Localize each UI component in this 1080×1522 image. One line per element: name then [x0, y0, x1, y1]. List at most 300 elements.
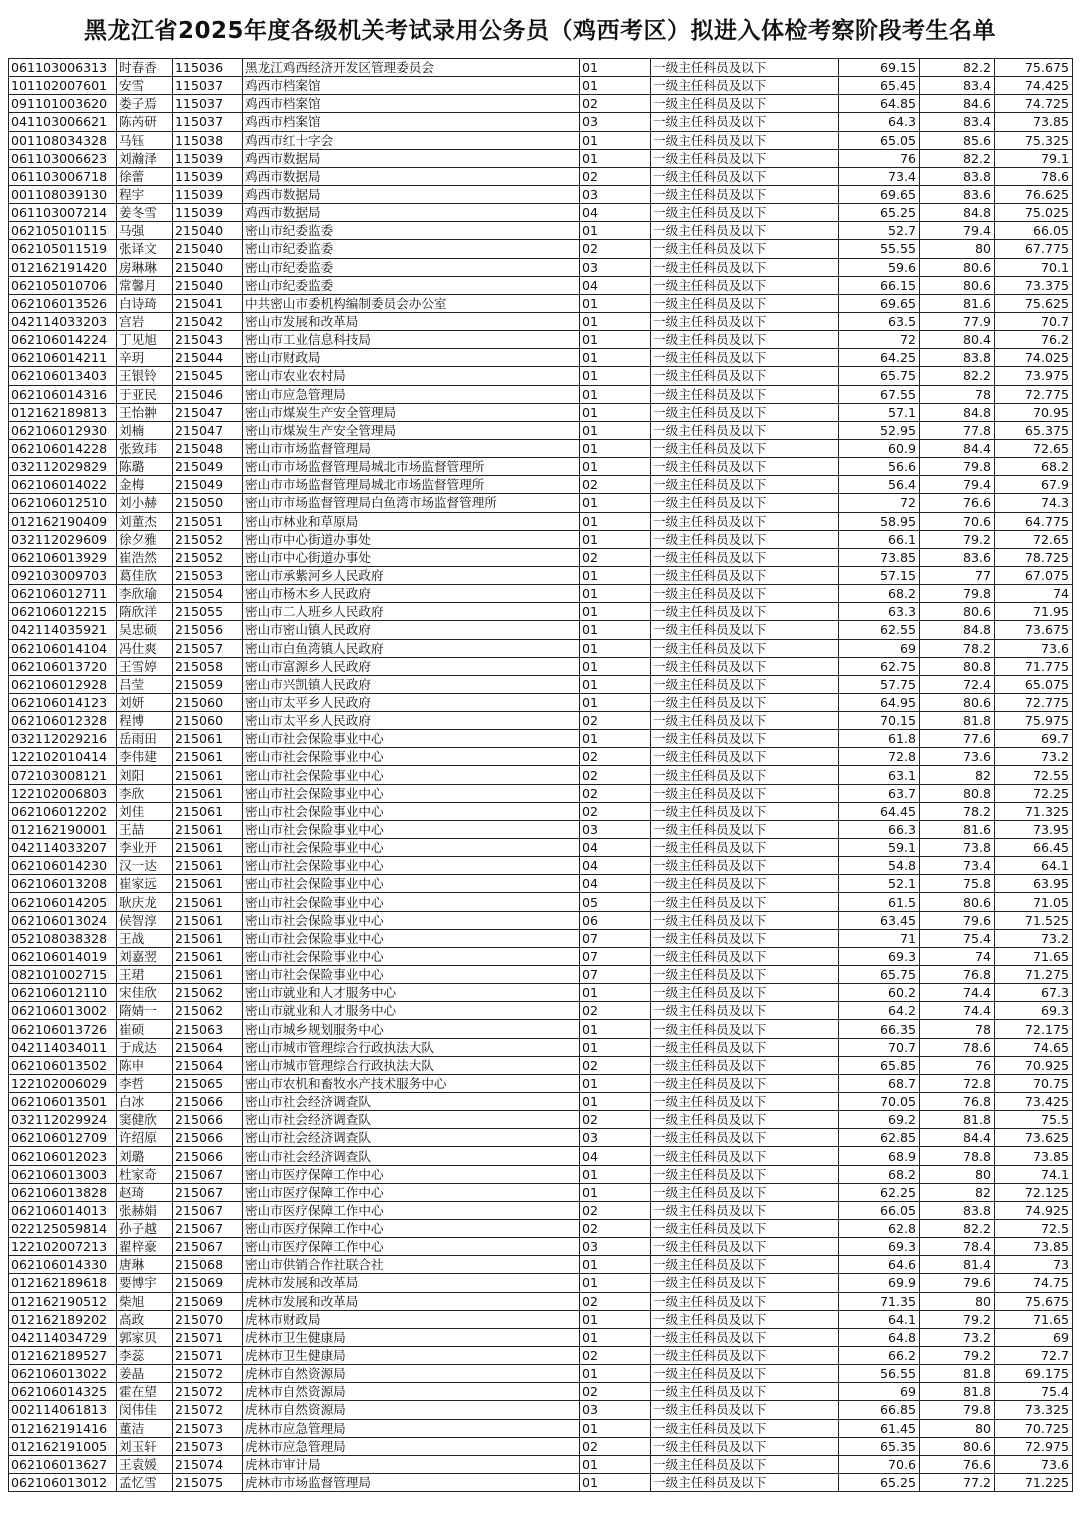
employer-name-cell: 密山市市场监督管理局城北市场监督管理所	[243, 458, 580, 476]
name-cell: 王喆	[117, 820, 173, 838]
interview-score-cell: 82	[920, 766, 995, 784]
table-row	[9, 1165, 1073, 1183]
employer-name-cell: 密山市医疗保障工作中心	[243, 1238, 580, 1256]
written-score-cell: 68.7	[839, 1074, 920, 1092]
employer-name-cell: 鸡西市档案馆	[243, 113, 580, 131]
interview-score-cell: 80.8	[920, 784, 995, 802]
employer-name-cell: 密山市社会保险事业中心	[243, 784, 580, 802]
employer-name-cell: 密山市密山镇人民政府	[243, 621, 580, 639]
name-cell: 隋婧一	[117, 1002, 173, 1020]
employer-code-cell: 215052	[173, 530, 243, 548]
written-score-cell: 63.45	[839, 911, 920, 929]
table-row	[9, 1201, 1073, 1219]
written-score-cell: 68.9	[839, 1147, 920, 1165]
written-score-cell: 52.1	[839, 875, 920, 893]
name-cell: 白冰	[117, 1093, 173, 1111]
exam-number-cell: 122102010414	[9, 748, 117, 766]
written-score-cell: 54.8	[839, 857, 920, 875]
position-code-cell: 01	[580, 566, 651, 584]
exam-number-cell: 062105010706	[9, 276, 117, 294]
name-cell: 刘董杰	[117, 512, 173, 530]
exam-number-cell: 062106012928	[9, 675, 117, 693]
position-code-cell: 01	[580, 131, 651, 149]
exam-number-cell: 062106012930	[9, 421, 117, 439]
table-row	[9, 439, 1073, 457]
interview-score-cell: 80.6	[920, 603, 995, 621]
written-score-cell: 55.55	[839, 240, 920, 258]
interview-score-cell: 74.4	[920, 1002, 995, 1020]
employer-code-cell: 215059	[173, 675, 243, 693]
position-name-cell: 一级主任科员及以下	[651, 675, 839, 693]
name-cell: 冯仕爽	[117, 639, 173, 657]
position-code-cell: 01	[580, 385, 651, 403]
table-row	[9, 1056, 1073, 1074]
employer-code-cell: 215066	[173, 1093, 243, 1111]
position-name-cell: 一级主任科员及以下	[651, 512, 839, 530]
total-score-cell: 72.25	[995, 784, 1073, 802]
employer-name-cell: 虎林市应急管理局	[243, 1437, 580, 1455]
exam-number-cell: 062106013627	[9, 1455, 117, 1473]
exam-number-cell: 062106013828	[9, 1183, 117, 1201]
position-name-cell: 一级主任科员及以下	[651, 766, 839, 784]
employer-name-cell: 密山市社会经济调查队	[243, 1093, 580, 1111]
total-score-cell: 74.925	[995, 1201, 1073, 1219]
written-score-cell: 69.65	[839, 185, 920, 203]
employer-code-cell: 215061	[173, 802, 243, 820]
position-name-cell: 一级主任科员及以下	[651, 748, 839, 766]
total-score-cell: 75.025	[995, 204, 1073, 222]
position-code-cell: 01	[580, 439, 651, 457]
written-score-cell: 64.95	[839, 693, 920, 711]
written-score-cell: 63.5	[839, 312, 920, 330]
total-score-cell: 71.95	[995, 603, 1073, 621]
position-name-cell: 一级主任科员及以下	[651, 1238, 839, 1256]
exam-number-cell: 022125059814	[9, 1220, 117, 1238]
written-score-cell: 62.55	[839, 621, 920, 639]
position-code-cell: 01	[580, 331, 651, 349]
total-score-cell: 71.275	[995, 966, 1073, 984]
employer-code-cell: 215040	[173, 276, 243, 294]
position-name-cell: 一级主任科员及以下	[651, 240, 839, 258]
name-cell: 李业开	[117, 839, 173, 857]
employer-name-cell: 密山市太平乡人民政府	[243, 693, 580, 711]
employer-code-cell: 115039	[173, 204, 243, 222]
written-score-cell: 63.3	[839, 603, 920, 621]
exam-number-cell: 032112029829	[9, 458, 117, 476]
position-code-cell: 01	[580, 349, 651, 367]
table-row	[9, 657, 1073, 675]
total-score-cell: 74.65	[995, 1038, 1073, 1056]
table-row	[9, 857, 1073, 875]
position-name-cell: 一级主任科员及以下	[651, 95, 839, 113]
table-row	[9, 185, 1073, 203]
total-score-cell: 76.2	[995, 331, 1073, 349]
position-name-cell: 一级主任科员及以下	[651, 331, 839, 349]
name-cell: 刘小赫	[117, 494, 173, 512]
table-row	[9, 820, 1073, 838]
interview-score-cell: 70.6	[920, 512, 995, 530]
name-cell: 王怡翀	[117, 403, 173, 421]
position-name-cell: 一级主任科员及以下	[651, 1383, 839, 1401]
total-score-cell: 68.2	[995, 458, 1073, 476]
name-cell: 杜家奇	[117, 1165, 173, 1183]
position-name-cell: 一级主任科员及以下	[651, 1310, 839, 1328]
name-cell: 王袁媛	[117, 1455, 173, 1473]
interview-score-cell: 75.8	[920, 875, 995, 893]
position-name-cell: 一级主任科员及以下	[651, 276, 839, 294]
exam-number-cell: 061103007214	[9, 204, 117, 222]
employer-name-cell: 黑龙江鸡西经济开发区管理委员会	[243, 59, 580, 77]
written-score-cell: 66.35	[839, 1020, 920, 1038]
interview-score-cell: 82.2	[920, 59, 995, 77]
position-code-cell: 07	[580, 929, 651, 947]
written-score-cell: 69.3	[839, 1238, 920, 1256]
name-cell: 王珺	[117, 966, 173, 984]
position-code-cell: 07	[580, 966, 651, 984]
exam-number-cell: 062106014205	[9, 893, 117, 911]
written-score-cell: 58.95	[839, 512, 920, 530]
employer-code-cell: 215067	[173, 1220, 243, 1238]
position-code-cell: 03	[580, 1401, 651, 1419]
interview-score-cell: 83.8	[920, 1201, 995, 1219]
written-score-cell: 65.05	[839, 131, 920, 149]
exam-number-cell: 062106014104	[9, 639, 117, 657]
interview-score-cell: 82.2	[920, 149, 995, 167]
position-code-cell: 01	[580, 621, 651, 639]
name-cell: 刘阳	[117, 766, 173, 784]
total-score-cell: 72.7	[995, 1346, 1073, 1364]
position-code-cell: 01	[580, 403, 651, 421]
exam-number-cell: 062106013403	[9, 367, 117, 385]
position-code-cell: 01	[580, 1455, 651, 1473]
written-score-cell: 68.2	[839, 585, 920, 603]
employer-code-cell: 215064	[173, 1038, 243, 1056]
exam-number-cell: 012162190512	[9, 1292, 117, 1310]
position-code-cell: 01	[580, 1038, 651, 1056]
position-name-cell: 一级主任科员及以下	[651, 657, 839, 675]
name-cell: 辛玥	[117, 349, 173, 367]
interview-score-cell: 77	[920, 566, 995, 584]
interview-score-cell: 84.4	[920, 439, 995, 457]
employer-code-cell: 215061	[173, 839, 243, 857]
employer-code-cell: 215061	[173, 766, 243, 784]
position-code-cell: 04	[580, 875, 651, 893]
employer-code-cell: 215071	[173, 1328, 243, 1346]
name-cell: 刘佳	[117, 802, 173, 820]
table-row	[9, 331, 1073, 349]
written-score-cell: 72	[839, 494, 920, 512]
total-score-cell: 72.775	[995, 385, 1073, 403]
exam-number-cell: 062106014330	[9, 1256, 117, 1274]
position-code-cell: 02	[580, 1056, 651, 1074]
name-cell: 唐琳	[117, 1256, 173, 1274]
employer-name-cell: 密山市市场监督管理局城北市场监督管理所	[243, 476, 580, 494]
name-cell: 丁见旭	[117, 331, 173, 349]
position-code-cell: 07	[580, 947, 651, 965]
employer-code-cell: 215062	[173, 984, 243, 1002]
employer-code-cell: 215061	[173, 893, 243, 911]
employer-name-cell: 密山市煤炭生产安全管理局	[243, 403, 580, 421]
written-score-cell: 70.15	[839, 712, 920, 730]
table-row	[9, 349, 1073, 367]
written-score-cell: 65.25	[839, 204, 920, 222]
total-score-cell: 73.2	[995, 929, 1073, 947]
employer-name-cell: 密山市医疗保障工作中心	[243, 1220, 580, 1238]
position-name-cell: 一级主任科员及以下	[651, 1292, 839, 1310]
position-name-cell: 一级主任科员及以下	[651, 1365, 839, 1383]
table-row	[9, 403, 1073, 421]
written-score-cell: 61.45	[839, 1419, 920, 1437]
name-cell: 吴忠硕	[117, 621, 173, 639]
exam-number-cell: 012162191420	[9, 258, 117, 276]
name-cell: 柴旭	[117, 1292, 173, 1310]
exam-number-cell: 061103006718	[9, 167, 117, 185]
employer-code-cell: 215069	[173, 1274, 243, 1292]
employer-code-cell: 215044	[173, 349, 243, 367]
total-score-cell: 74	[995, 585, 1073, 603]
employer-code-cell: 215053	[173, 566, 243, 584]
exam-number-cell: 062106012709	[9, 1129, 117, 1147]
total-score-cell: 70.725	[995, 1419, 1073, 1437]
table-row	[9, 131, 1073, 149]
written-score-cell: 64.2	[839, 1002, 920, 1020]
exam-number-cell: 061103006313	[9, 59, 117, 77]
table-row	[9, 1365, 1073, 1383]
interview-score-cell: 79.2	[920, 1346, 995, 1364]
position-name-cell: 一级主任科员及以下	[651, 984, 839, 1002]
total-score-cell: 75.325	[995, 131, 1073, 149]
position-code-cell: 01	[580, 585, 651, 603]
name-cell: 耿庆龙	[117, 893, 173, 911]
table-row	[9, 258, 1073, 276]
name-cell: 程宇	[117, 185, 173, 203]
position-name-cell: 一级主任科员及以下	[651, 784, 839, 802]
table-row	[9, 1310, 1073, 1328]
total-score-cell: 72.55	[995, 766, 1073, 784]
total-score-cell: 75.675	[995, 1292, 1073, 1310]
position-name-cell: 一级主任科员及以下	[651, 1455, 839, 1473]
name-cell: 霍在望	[117, 1383, 173, 1401]
interview-score-cell: 80	[920, 1419, 995, 1437]
written-score-cell: 70.6	[839, 1455, 920, 1473]
table-row	[9, 149, 1073, 167]
table-row	[9, 95, 1073, 113]
total-score-cell: 71.65	[995, 947, 1073, 965]
employer-name-cell: 密山市煤炭生产安全管理局	[243, 421, 580, 439]
position-name-cell: 一级主任科员及以下	[651, 113, 839, 131]
total-score-cell: 79.1	[995, 149, 1073, 167]
exam-number-cell: 061103006623	[9, 149, 117, 167]
table-row	[9, 1020, 1073, 1038]
total-score-cell: 75.5	[995, 1111, 1073, 1129]
employer-code-cell: 215043	[173, 331, 243, 349]
employer-name-cell: 密山市供销合作社联合社	[243, 1256, 580, 1274]
table-row	[9, 1455, 1073, 1473]
position-name-cell: 一级主任科员及以下	[651, 712, 839, 730]
position-code-cell: 01	[580, 675, 651, 693]
position-code-cell: 02	[580, 784, 651, 802]
position-name-cell: 一级主任科员及以下	[651, 621, 839, 639]
written-score-cell: 52.95	[839, 421, 920, 439]
employer-code-cell: 215050	[173, 494, 243, 512]
name-cell: 刘玉轩	[117, 1437, 173, 1455]
total-score-cell: 69.175	[995, 1365, 1073, 1383]
document-title: 黑龙江省2025年度各级机关考试录用公务员（鸡西考区）拟进入体检考察阶段考生名单	[83, 18, 996, 44]
total-score-cell: 74.1	[995, 1165, 1073, 1183]
interview-score-cell: 78	[920, 1020, 995, 1038]
table-row	[9, 566, 1073, 584]
interview-score-cell: 81.6	[920, 820, 995, 838]
exam-number-cell: 062106013726	[9, 1020, 117, 1038]
written-score-cell: 62.75	[839, 657, 920, 675]
employer-name-cell: 鸡西市数据局	[243, 149, 580, 167]
interview-score-cell: 82	[920, 1183, 995, 1201]
position-code-cell: 03	[580, 820, 651, 838]
employer-code-cell: 115037	[173, 77, 243, 95]
written-score-cell: 65.25	[839, 1473, 920, 1491]
position-code-cell: 02	[580, 1220, 651, 1238]
exam-number-cell: 042114033203	[9, 312, 117, 330]
position-code-cell: 01	[580, 294, 651, 312]
interview-score-cell: 77.6	[920, 730, 995, 748]
total-score-cell: 71.05	[995, 893, 1073, 911]
position-code-cell: 04	[580, 276, 651, 294]
total-score-cell: 66.45	[995, 839, 1073, 857]
employer-code-cell: 115039	[173, 167, 243, 185]
exam-number-cell: 042114034729	[9, 1328, 117, 1346]
interview-score-cell: 74	[920, 947, 995, 965]
exam-number-cell: 062106013929	[9, 548, 117, 566]
employer-name-cell: 密山市中心街道办事处	[243, 530, 580, 548]
table-row	[9, 929, 1073, 947]
position-code-cell: 01	[580, 1328, 651, 1346]
written-score-cell: 59.6	[839, 258, 920, 276]
name-cell: 隋欣洋	[117, 603, 173, 621]
written-score-cell: 66.05	[839, 1201, 920, 1219]
position-code-cell: 01	[580, 657, 651, 675]
written-score-cell: 66.85	[839, 1401, 920, 1419]
interview-score-cell: 82.2	[920, 367, 995, 385]
position-name-cell: 一级主任科员及以下	[651, 349, 839, 367]
table-row	[9, 167, 1073, 185]
employer-name-cell: 密山市社会保险事业中心	[243, 911, 580, 929]
written-score-cell: 64.45	[839, 802, 920, 820]
name-cell: 安雪	[117, 77, 173, 95]
total-score-cell: 69.7	[995, 730, 1073, 748]
name-cell: 王银铃	[117, 367, 173, 385]
interview-score-cell: 83.4	[920, 77, 995, 95]
position-code-cell: 01	[580, 693, 651, 711]
position-code-cell: 01	[580, 59, 651, 77]
employer-name-cell: 密山市纪委监委	[243, 240, 580, 258]
employer-code-cell: 215057	[173, 639, 243, 657]
employer-code-cell: 215070	[173, 1310, 243, 1328]
total-score-cell: 73.85	[995, 113, 1073, 131]
table-row	[9, 875, 1073, 893]
name-cell: 李蕊	[117, 1346, 173, 1364]
total-score-cell: 74.75	[995, 1274, 1073, 1292]
written-score-cell: 64.1	[839, 1310, 920, 1328]
exam-number-cell: 062106012023	[9, 1147, 117, 1165]
position-name-cell: 一级主任科员及以下	[651, 1473, 839, 1491]
interview-score-cell: 74.4	[920, 984, 995, 1002]
exam-number-cell: 032112029216	[9, 730, 117, 748]
employer-name-cell: 密山市市场监督管理局白鱼湾市场监督管理所	[243, 494, 580, 512]
employer-code-cell: 215060	[173, 712, 243, 730]
exam-number-cell: 062106013022	[9, 1365, 117, 1383]
table-row	[9, 113, 1073, 131]
employer-code-cell: 215061	[173, 875, 243, 893]
position-name-cell: 一级主任科员及以下	[651, 258, 839, 276]
exam-number-cell: 062106012202	[9, 802, 117, 820]
position-name-cell: 一级主任科员及以下	[651, 585, 839, 603]
name-cell: 葛佳欣	[117, 566, 173, 584]
name-cell: 崔硕	[117, 1020, 173, 1038]
written-score-cell: 69.9	[839, 1274, 920, 1292]
position-code-cell: 01	[580, 1310, 651, 1328]
position-code-cell: 01	[580, 512, 651, 530]
position-name-cell: 一级主任科员及以下	[651, 1328, 839, 1346]
exam-number-cell: 062106013208	[9, 875, 117, 893]
employer-name-cell: 虎林市市场监督管理局	[243, 1473, 580, 1491]
interview-score-cell: 72.4	[920, 675, 995, 693]
interview-score-cell: 78.4	[920, 1238, 995, 1256]
position-name-cell: 一级主任科员及以下	[651, 1256, 839, 1274]
interview-score-cell: 83.8	[920, 349, 995, 367]
table-row	[9, 748, 1073, 766]
written-score-cell: 57.15	[839, 566, 920, 584]
written-score-cell: 52.7	[839, 222, 920, 240]
employer-code-cell: 215040	[173, 240, 243, 258]
position-code-cell: 01	[580, 1473, 651, 1491]
position-code-cell: 01	[580, 530, 651, 548]
employer-name-cell: 密山市林业和草原局	[243, 512, 580, 530]
total-score-cell: 76.625	[995, 185, 1073, 203]
total-score-cell: 75.625	[995, 294, 1073, 312]
employer-name-cell: 密山市社会保险事业中心	[243, 893, 580, 911]
total-score-cell: 70.95	[995, 403, 1073, 421]
interview-score-cell: 83.4	[920, 113, 995, 131]
written-score-cell: 56.55	[839, 1365, 920, 1383]
position-name-cell: 一级主任科员及以下	[651, 385, 839, 403]
written-score-cell: 66.15	[839, 276, 920, 294]
employer-code-cell: 215074	[173, 1455, 243, 1473]
employer-code-cell: 215061	[173, 748, 243, 766]
exam-number-cell: 062106012711	[9, 585, 117, 603]
name-cell: 刘楠	[117, 421, 173, 439]
position-name-cell: 一级主任科员及以下	[651, 1165, 839, 1183]
position-name-cell: 一级主任科员及以下	[651, 458, 839, 476]
position-code-cell: 02	[580, 476, 651, 494]
employer-code-cell: 115036	[173, 59, 243, 77]
name-cell: 徐夕雅	[117, 530, 173, 548]
name-cell: 翟梓豪	[117, 1238, 173, 1256]
interview-score-cell: 79.6	[920, 911, 995, 929]
interview-score-cell: 80.6	[920, 893, 995, 911]
employer-name-cell: 鸡西市数据局	[243, 185, 580, 203]
table-row	[9, 1183, 1073, 1201]
table-row	[9, 59, 1073, 77]
table-row	[9, 1220, 1073, 1238]
position-name-cell: 一级主任科员及以下	[651, 875, 839, 893]
position-code-cell: 02	[580, 240, 651, 258]
total-score-cell: 73.95	[995, 820, 1073, 838]
written-score-cell: 65.45	[839, 77, 920, 95]
interview-score-cell: 75.4	[920, 929, 995, 947]
exam-number-cell: 002114061813	[9, 1401, 117, 1419]
position-code-cell: 05	[580, 893, 651, 911]
name-cell: 刘瀚泽	[117, 149, 173, 167]
